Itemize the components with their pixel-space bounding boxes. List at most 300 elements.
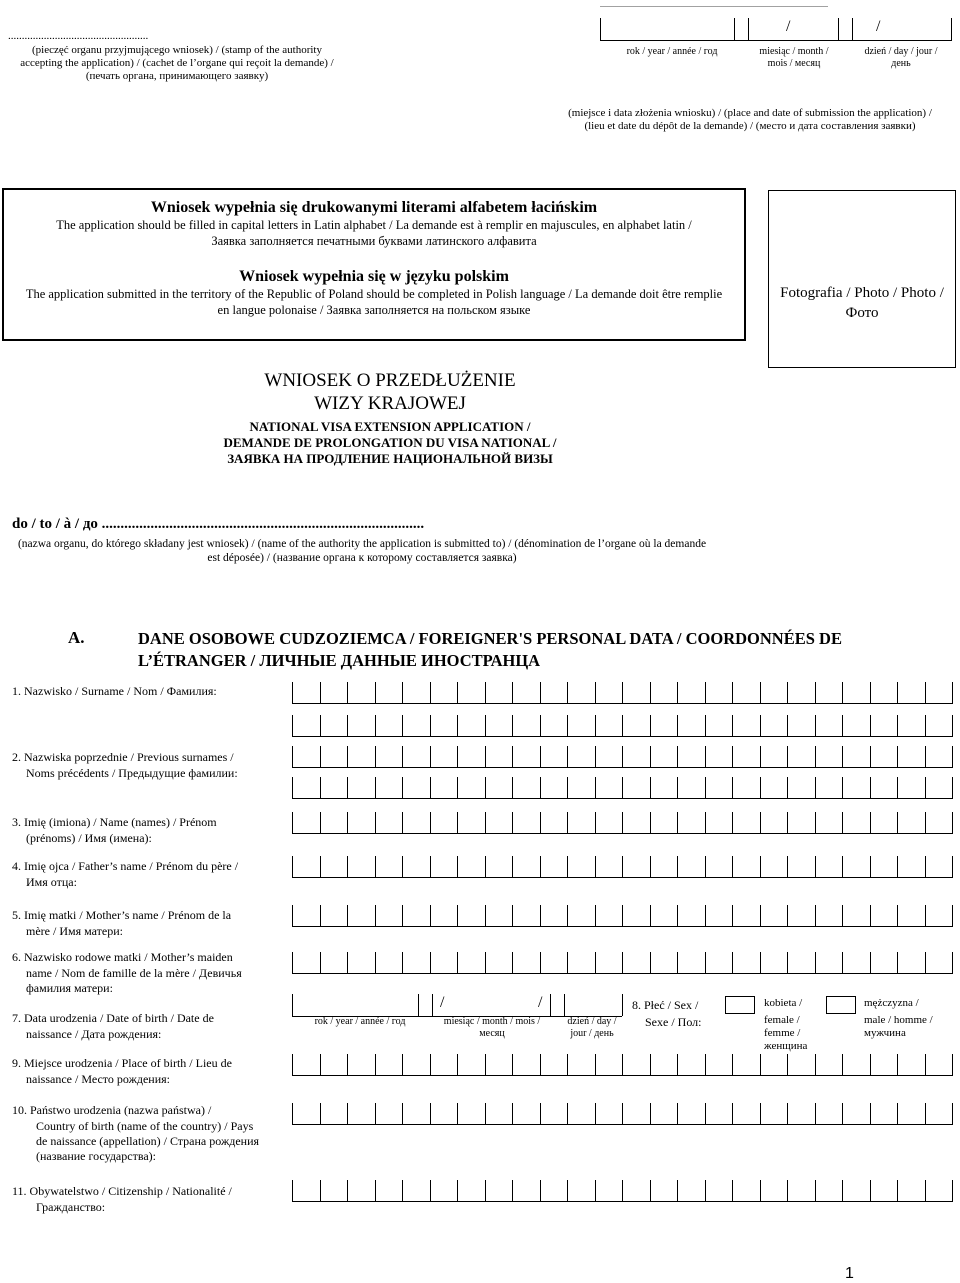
letter-box-divider [760,856,761,878]
stamp-label: (pieczęć organu przyjmującego wniosek) / (stamp of the authority accepting the application) / (cachet de l’organe qui reçoit la demande) / (печать органа, принимающего заявку) [20,44,334,82]
letter-box-divider [485,905,486,927]
female-checkbox[interactable] [725,996,755,1014]
letter-box-divider [925,856,926,878]
letter-box-divider [650,856,651,878]
letter-box-divider [540,952,541,974]
letter-box-divider [870,952,871,974]
letter-box-divider [430,1054,431,1076]
sex-label: 8. Płeć / Sex / [632,998,699,1012]
letter-box-divider [567,1103,568,1125]
letter-box-divider [925,1054,926,1076]
letter-box-divider [842,777,843,799]
male-label: mężczyzna / male / homme / мужчина [864,997,933,1039]
letter-box-divider [292,715,293,737]
letter-box-divider [512,1180,513,1202]
letter-box-divider [842,682,843,704]
letter-box-divider [815,1054,816,1076]
letter-box-divider [485,952,486,974]
date-slash: / [440,994,445,1011]
letter-box-divider [732,715,733,737]
letter-box-divider [705,777,706,799]
form-title-line: WIZY KRAJOWEJ [314,393,466,414]
year-label: rok / year / année / год [626,46,718,57]
letter-box-divider [292,1103,293,1125]
letter-box-divider [842,1103,843,1125]
birth-country-label: Country of birth (name of the country) / Pays [36,1119,254,1133]
birth-date-label: naissance / Дата рождения: [26,1027,162,1041]
letter-box-divider [595,856,596,878]
letter-box-divider [787,715,788,737]
letter-box-divider [842,1180,843,1202]
instruction-text: The application submitted in the territory of the Republic of Poland should be completed in Polish language / La demande doit être remplie en langue polonaise / Заявка заполняется на польском языке [25,287,723,317]
letter-box-divider [677,1103,678,1125]
letter-box-divider [952,1054,953,1076]
letter-box-divider [485,856,486,878]
mother-maiden-name-boxes[interactable] [292,952,952,974]
letter-box-divider [347,1180,348,1202]
letter-box-divider [760,1180,761,1202]
letter-box-divider [650,1054,651,1076]
previous-surnames-label: 2. Nazwiska poprzednie / Previous surnames / [12,750,234,764]
letter-box-divider [320,812,321,834]
letter-box-divider [622,1180,623,1202]
letter-box-divider [650,746,651,768]
letter-box-divider [512,777,513,799]
letter-box-divider [540,1054,541,1076]
letter-box-divider [347,952,348,974]
letter-box-divider [457,715,458,737]
letter-box-divider [870,1180,871,1202]
form-subtitle-line: ЗАЯВКА НА ПРОДЛЕНИЕ НАЦИОНАЛЬНОЙ ВИЗЫ [227,451,553,466]
letter-box-divider [457,905,458,927]
letter-box-divider [650,812,651,834]
day-label: dzień / day / jour / день [864,46,938,69]
stamp-dotted-line: ................................................... [8,30,149,42]
letter-box-divider [787,1054,788,1076]
letter-box-divider [952,856,953,878]
letter-box-divider [347,905,348,927]
letter-box-divider [347,856,348,878]
letter-box-divider [457,952,458,974]
letter-box-divider [897,715,898,737]
letter-box-divider [292,905,293,927]
birth-place-label: naissance / Место рождения: [26,1072,170,1086]
letter-box-divider [677,1180,678,1202]
letter-box-divider [457,777,458,799]
letter-box-divider [897,856,898,878]
letter-box-divider [402,1180,403,1202]
letter-box-divider [512,812,513,834]
letter-box-divider [650,905,651,927]
letter-box-divider [870,856,871,878]
letter-box-divider [402,715,403,737]
letter-box-divider [320,952,321,974]
birth-month-label: miesiąc / month / mois / месяц [443,1016,541,1039]
letter-box-divider [347,1103,348,1125]
letter-box-divider [815,952,816,974]
birth-country-label: (название государства): [36,1149,156,1163]
letter-box-divider [375,682,376,704]
authority-field[interactable]: do / to / à / до ...................................................................................... [12,516,425,532]
letter-box-divider [677,812,678,834]
letter-box-divider [650,1180,651,1202]
letter-box-divider [402,1103,403,1125]
form-title [150,369,630,415]
letter-box-divider [567,905,568,927]
citizenship-label: Гражданство: [36,1200,106,1214]
letter-box-divider [842,715,843,737]
letter-box-divider [842,905,843,927]
letter-box-divider [650,1103,651,1125]
letter-box-divider [705,715,706,737]
letter-box-divider [540,682,541,704]
letter-box-divider [897,952,898,974]
previous-surnames-boxes[interactable] [292,746,952,768]
letter-box-divider [705,952,706,974]
male-checkbox[interactable] [826,996,856,1014]
father-name-label: 4. Imię ojca / Father’s name / Prénom du père / [12,859,239,873]
birth-date-label: 7. Data urodzenia / Date of birth / Date de [12,1011,214,1025]
letter-box-divider [732,1180,733,1202]
letter-box-divider [512,715,513,737]
letter-box-divider [842,812,843,834]
letter-box-divider [595,746,596,768]
father-name-boxes[interactable] [292,856,952,878]
letter-box-divider [677,777,678,799]
letter-box-divider [815,777,816,799]
letter-box-divider [292,952,293,974]
letter-box-divider [595,715,596,737]
letter-box-divider [787,682,788,704]
letter-box-divider [540,746,541,768]
letter-box-divider [540,905,541,927]
letter-box-divider [567,777,568,799]
letter-box-divider [925,746,926,768]
letter-box-divider [430,1103,431,1125]
letter-box-divider [760,682,761,704]
letter-box-divider [897,1103,898,1125]
letter-box-divider [870,777,871,799]
letter-box-divider [457,856,458,878]
birth-country-boxes[interactable] [292,1103,952,1125]
letter-box-divider [732,777,733,799]
form-subtitle-line: NATIONAL VISA EXTENSION APPLICATION / [249,419,531,434]
section-title: DANE OSOBOWE CUDZOZIEMCA / FOREIGNER'S PERSONAL DATA / COORDONNÉES DE L’ÉTRANGER / ЛИЧНЫЕ ДАННЫЕ ИНОСТРАНЦА [138,629,842,670]
letter-box-divider [512,1103,513,1125]
letter-box-divider [375,905,376,927]
letter-box-divider [925,952,926,974]
letter-box-divider [320,1103,321,1125]
letter-box-divider [512,952,513,974]
letter-box-divider [925,1103,926,1125]
letter-box-divider [622,812,623,834]
letter-box-divider [925,812,926,834]
birth-country-label: 10. Państwo urodzenia (nazwa państwa) / [12,1103,212,1117]
letter-box-divider [842,1054,843,1076]
letter-box-divider [815,682,816,704]
letter-box-divider [512,1054,513,1076]
birth-year-label: rok / year / année / год [314,1016,406,1027]
mother-name-label: mère / Имя матери: [26,924,123,938]
letter-box-divider [622,1054,623,1076]
letter-box-divider [815,905,816,927]
letter-box-divider [787,812,788,834]
letter-box-divider [375,952,376,974]
father-name-label: Имя отца: [26,875,77,889]
letter-box-divider [760,952,761,974]
letter-box-divider [787,856,788,878]
letter-box-divider [622,905,623,927]
letter-box-divider [677,715,678,737]
letter-box-divider [842,856,843,878]
letter-box-divider [347,746,348,768]
letter-box-divider [512,746,513,768]
letter-box-divider [292,812,293,834]
letter-box-divider [595,952,596,974]
letter-box-divider [320,856,321,878]
letter-box-divider [567,1054,568,1076]
letter-box-divider [567,746,568,768]
page-number: 1 [845,1265,854,1282]
letter-box-divider [457,746,458,768]
letter-box-divider [732,746,733,768]
authority-label: (nazwa organu, do którego składany jest wniosek) / (name of the authority the application is submitted to) / (dénomination de l’organe où la demande est déposée) / (название органа к которому составляется заявка) [17,538,707,564]
letter-box-divider [732,1103,733,1125]
photo-box[interactable] [768,190,956,368]
surname-boxes[interactable] [292,682,952,704]
letter-box-divider [595,1103,596,1125]
sex-label: Sexe / Пол: [645,1015,702,1029]
letter-box-divider [402,905,403,927]
letter-box-divider [292,777,293,799]
letter-box-divider [705,682,706,704]
letter-box-divider [320,715,321,737]
letter-box-divider [897,812,898,834]
letter-box-divider [375,1054,376,1076]
letter-box-divider [925,715,926,737]
mother-maiden-name-label: 6. Nazwisko rodowe matki / Mother’s maiden [12,950,233,964]
letter-box-divider [402,856,403,878]
letter-box-divider [430,682,431,704]
letter-box-divider [787,746,788,768]
letter-box-divider [705,1180,706,1202]
letter-box-divider [375,715,376,737]
form-title-line: WNIOSEK O PRZEDŁUŻENIE [264,370,516,391]
name-boxes[interactable] [292,812,952,834]
month-label: miesiąc / month / mois / месяц [759,46,829,69]
letter-box-divider [677,1054,678,1076]
mother-name-boxes[interactable] [292,905,952,927]
place-date-label: (miejsce i data złożenia wniosku) / (place and date of submission the application) / (lieu et date du dépôt de la demande) / (место и дата составления заявки) [568,107,932,132]
birth-day-label: dzień / day / jour / день [567,1016,617,1039]
birth-place-label: 9. Miejsce urodzenia / Place of birth / Lieu de [12,1056,232,1070]
letter-box-divider [952,952,953,974]
letter-box-divider [815,812,816,834]
letter-box-divider [622,856,623,878]
letter-box-divider [760,1103,761,1125]
citizenship-label: 11. Obywatelstwo / Citizenship / Nationalité / [12,1184,232,1198]
letter-box-divider [815,856,816,878]
letter-box-divider [430,746,431,768]
letter-box-divider [320,682,321,704]
letter-box-divider [732,905,733,927]
letter-box-divider [430,905,431,927]
letter-box-divider [402,777,403,799]
letter-box-divider [870,905,871,927]
letter-box-divider [595,1180,596,1202]
letter-box-divider [402,952,403,974]
letter-box-divider [952,1103,953,1125]
letter-box-divider [760,715,761,737]
letter-box-divider [897,905,898,927]
letter-box-divider [430,777,431,799]
letter-box-divider [760,905,761,927]
instructions-box [2,188,746,341]
letter-box-divider [732,812,733,834]
instruction-heading: Wniosek wypełnia się w języku polskim [239,268,509,285]
letter-box-divider [402,1054,403,1076]
letter-box-divider [870,746,871,768]
date-slash: / [876,18,881,35]
letter-box-divider [485,1054,486,1076]
letter-box-divider [292,746,293,768]
letter-box-divider [347,715,348,737]
letter-box-divider [430,856,431,878]
letter-box-divider [787,777,788,799]
letter-box-divider [760,746,761,768]
mother-maiden-name-label: фамилия матери: [26,981,113,995]
letter-box-divider [677,682,678,704]
letter-box-divider [485,777,486,799]
letter-box-divider [457,1054,458,1076]
letter-box-divider [622,715,623,737]
letter-box-divider [760,777,761,799]
letter-box-divider [677,856,678,878]
letter-box-divider [375,812,376,834]
letter-box-divider [622,777,623,799]
female-label: kobieta / female / femme / женщина [764,997,808,1052]
letter-box-divider [347,812,348,834]
letter-box-divider [650,952,651,974]
letter-box-divider [512,682,513,704]
letter-box-divider [375,1180,376,1202]
letter-box-divider [760,812,761,834]
letter-box-divider [787,1103,788,1125]
previous-surnames-boxes[interactable] [292,777,952,799]
letter-box-divider [430,952,431,974]
letter-box-divider [622,1103,623,1125]
top-dotted-line: .................................................................................................................. [600,0,828,9]
form-subtitle-line: DEMANDE DE PROLONGATION DU VISA NATIONAL / [223,435,557,450]
letter-box-divider [595,777,596,799]
letter-box-divider [485,746,486,768]
letter-box-divider [705,905,706,927]
letter-box-divider [815,746,816,768]
letter-box-divider [705,1103,706,1125]
letter-box-divider [870,812,871,834]
letter-box-divider [430,1180,431,1202]
letter-box-divider [622,952,623,974]
letter-box-divider [952,812,953,834]
letter-box-divider [292,1180,293,1202]
letter-box-divider [347,777,348,799]
letter-box-divider [292,856,293,878]
letter-box-divider [952,746,953,768]
letter-box-divider [375,856,376,878]
date-slash: / [786,18,791,35]
section-letter: A. [68,628,85,647]
letter-box-divider [952,1180,953,1202]
letter-box-divider [485,1180,486,1202]
letter-box-divider [540,1180,541,1202]
letter-box-divider [567,1180,568,1202]
letter-box-divider [952,715,953,737]
letter-box-divider [567,715,568,737]
letter-box-divider [760,1054,761,1076]
letter-box-divider [787,1180,788,1202]
letter-box-divider [540,715,541,737]
letter-box-divider [457,812,458,834]
letter-box-divider [375,746,376,768]
letter-box-divider [870,1103,871,1125]
letter-box-divider [732,952,733,974]
letter-box-divider [485,715,486,737]
letter-box-divider [347,682,348,704]
letter-box-divider [540,812,541,834]
letter-box-divider [732,682,733,704]
letter-box-divider [567,812,568,834]
birth-place-boxes[interactable] [292,1054,952,1076]
letter-box-divider [952,777,953,799]
citizenship-boxes[interactable] [292,1180,952,1202]
instruction-text: The application should be filled in capital letters in Latin alphabet / La demande est à remplir en majuscules, en alphabet latin / Заявка заполняется печатными буквами латинского алфавита [56,218,692,248]
letter-box-divider [815,1180,816,1202]
previous-surnames-label: Noms précédents / Предыдущие фамилии: [26,766,238,780]
letter-box-divider [787,905,788,927]
letter-box-divider [457,682,458,704]
letter-box-divider [870,1054,871,1076]
letter-box-divider [815,1103,816,1125]
letter-box-divider [567,856,568,878]
mother-maiden-name-label: name / Nom de famille de la mère / Девичья [26,966,242,980]
letter-box-divider [952,905,953,927]
letter-box-divider [512,905,513,927]
form-subtitle [150,419,630,467]
letter-box-divider [320,1054,321,1076]
letter-box-divider [815,715,816,737]
letter-box-divider [897,1180,898,1202]
letter-box-divider [705,856,706,878]
letter-box-divider [540,777,541,799]
letter-box-divider [540,856,541,878]
letter-box-divider [925,905,926,927]
letter-box-divider [650,777,651,799]
letter-box-divider [485,812,486,834]
letter-box-divider [320,746,321,768]
letter-box-divider [485,1103,486,1125]
surname-boxes[interactable] [292,715,952,737]
letter-box-divider [897,746,898,768]
letter-box-divider [732,856,733,878]
letter-box-divider [430,715,431,737]
letter-box-divider [705,1054,706,1076]
letter-box-divider [320,1180,321,1202]
letter-box-divider [842,952,843,974]
letter-box-divider [512,856,513,878]
letter-box-divider [870,682,871,704]
letter-box-divider [897,682,898,704]
letter-box-divider [292,1054,293,1076]
